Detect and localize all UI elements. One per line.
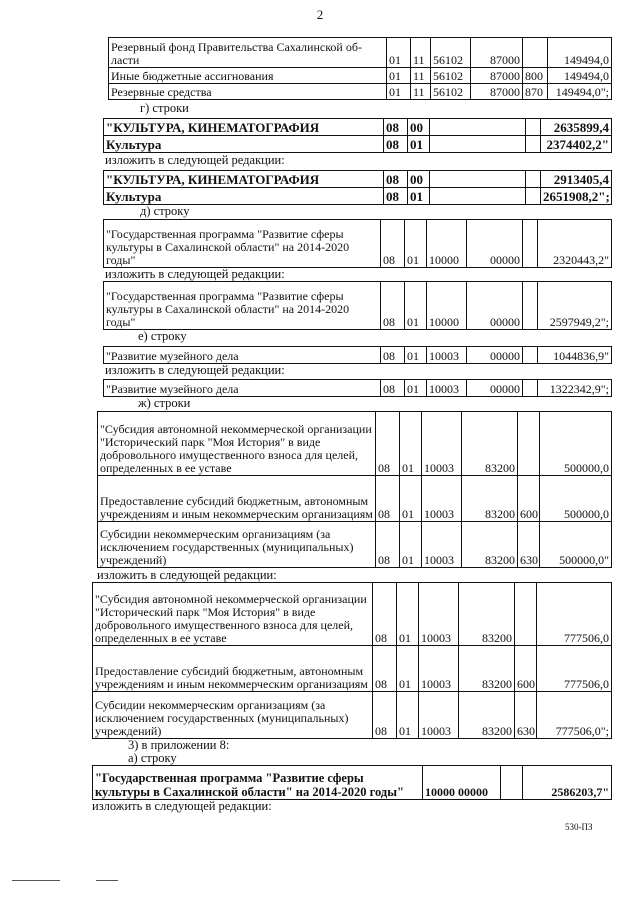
cell-sum: 777506,0: [537, 583, 612, 646]
cell-vr: 800: [523, 68, 548, 84]
table-row: [93, 766, 612, 800]
cell-pr: 01: [400, 412, 422, 476]
cell-cs1: 56102: [431, 84, 471, 100]
row-name: Резервный фонд Правительства Сахалинской об-ласти: [109, 38, 387, 68]
cell-pr: 11: [411, 38, 431, 68]
row-name: "Развитие музейного дела: [104, 380, 381, 397]
cell-cs1: 10003: [419, 646, 459, 692]
cell-rz: 01: [387, 68, 411, 84]
cell-cs1: 10003: [419, 692, 459, 739]
row-name: Резервные средства: [109, 84, 387, 100]
cell-sum: 777506,0: [537, 646, 612, 692]
cell-cs2: 83200: [459, 692, 515, 739]
footer-dash-right: [96, 880, 118, 881]
cell-rz: 08: [384, 171, 408, 188]
cell-cs2: 00000: [467, 347, 523, 364]
row-name: "КУЛЬТУРА, КИНЕМАТОГРАФИЯ: [104, 171, 384, 188]
footer-dash-left: [12, 880, 60, 881]
cell-rz: 01: [387, 38, 411, 68]
row-name: Предоставление субсидий бюджетным, автономным учреждениям и иным некоммерческим организациям: [98, 476, 376, 522]
table-row: [93, 583, 612, 646]
table-row: [104, 188, 612, 205]
label-zh: ж) строки: [138, 396, 191, 410]
label-edit-3: изложить в следующей редакции:: [105, 363, 285, 377]
cell-vr: [526, 136, 541, 153]
table-row: [109, 38, 612, 68]
cell-cs2: 00000: [467, 380, 523, 397]
cell-cs: [430, 136, 526, 153]
cell-sum: 149494,0: [548, 38, 612, 68]
cell-rz: 08: [376, 412, 400, 476]
cell-pr: 01: [400, 522, 422, 568]
row-name: Иные бюджетные ассигнования: [109, 68, 387, 84]
cell-vr: [526, 171, 541, 188]
label-g: г) строки: [140, 101, 189, 115]
label-edit-2: изложить в следующей редакции:: [105, 267, 285, 281]
table-row: [93, 646, 612, 692]
cell-cs2: 87000: [471, 38, 523, 68]
cell-cs1: 10003: [422, 412, 462, 476]
label-edit-4: изложить в следующей редакции:: [97, 568, 277, 582]
cell-cs: 10000 00000: [423, 766, 501, 800]
row-name: Культура: [104, 136, 384, 153]
table-reserve-fund: [108, 37, 612, 100]
cell-vr: [518, 412, 540, 476]
cell-cs1: 10000: [427, 220, 467, 268]
cell-vr: [523, 220, 538, 268]
row-name: "Субсидия автономной некоммерческой организации "Исторический парк "Моя История" в виде добровольного имущественного взноса для целей, определенных в ее уставе: [98, 412, 376, 476]
cell-cs1: 10000: [427, 282, 467, 330]
cell-cs2: 83200: [459, 583, 515, 646]
cell-vr: [523, 347, 538, 364]
table-museum-old: [103, 346, 612, 364]
cell-rz: 08: [376, 522, 400, 568]
cell-rz: 08: [381, 220, 405, 268]
cell-vr: 600: [518, 476, 540, 522]
table-row: [104, 220, 612, 268]
cell-sum: 1044836,9": [538, 347, 612, 364]
row-name: Культура: [104, 188, 384, 205]
cell-cs2: 83200: [462, 476, 518, 522]
cell-cs2: 83200: [462, 522, 518, 568]
cell-vr: 630: [515, 692, 537, 739]
table-app8-program: [92, 765, 612, 800]
row-name: Предоставление субсидий бюджетным, автономным учреждениям и иным некоммерческим организациям: [93, 646, 373, 692]
cell-cs: [430, 119, 526, 136]
cell-sum: 2635899,4: [541, 119, 612, 136]
table-row: [104, 347, 612, 364]
page-number: 2: [316, 7, 324, 22]
cell-cs: [430, 171, 526, 188]
cell-cs: [430, 188, 526, 205]
cell-vr: [523, 38, 548, 68]
cell-sum: 149494,0: [548, 68, 612, 84]
table-row: [104, 282, 612, 330]
cell-sum: 2320443,2": [538, 220, 612, 268]
row-name: Субсидии некоммерческим организациям (за исключением государственных (муниципальных) учреждений): [93, 692, 373, 739]
cell-vr: [526, 188, 541, 205]
table-row: [109, 68, 612, 84]
cell-sum: 2374402,2": [541, 136, 612, 153]
cell-sum: 1322342,9";: [538, 380, 612, 397]
table-museum-new: [103, 379, 612, 397]
cell-rz: 08: [381, 282, 405, 330]
cell-cs2: 83200: [462, 412, 518, 476]
cell-vr: [501, 766, 523, 800]
cell-rz: 08: [384, 188, 408, 205]
cell-sum: 2597949,2";: [538, 282, 612, 330]
table-row: [93, 692, 612, 739]
cell-sum: 2651908,2";: [541, 188, 612, 205]
cell-vr: [523, 282, 538, 330]
cell-cs2: 00000: [467, 282, 523, 330]
table-row: [104, 119, 612, 136]
cell-pr: 01: [405, 220, 427, 268]
table-row: [104, 171, 612, 188]
cell-pr: 01: [405, 282, 427, 330]
cell-pr: 00: [408, 119, 430, 136]
cell-vr: [526, 119, 541, 136]
label-edit-5: изложить в следующей редакции:: [92, 799, 272, 813]
cell-pr: 00: [408, 171, 430, 188]
cell-cs1: 10003: [427, 380, 467, 397]
cell-sum: 500000,0: [540, 476, 612, 522]
table-program-old: [103, 219, 612, 268]
table-row: [104, 380, 612, 397]
label-d: д) строку: [140, 204, 190, 218]
table-subsidies-old: [97, 411, 612, 568]
table-subsidies-new: [92, 582, 612, 739]
cell-rz: 08: [373, 583, 397, 646]
cell-sum: 2913405,4: [541, 171, 612, 188]
row-name: "Субсидия автономной некоммерческой организации "Исторический парк "Моя История" в виде добровольного имущественного взноса для целей, определенных в ее уставе: [93, 583, 373, 646]
table-row: [98, 476, 612, 522]
footer-code: 530-ПЗ: [565, 822, 593, 832]
cell-pr: 01: [405, 380, 427, 397]
table-row: [109, 84, 612, 100]
cell-pr: 11: [411, 84, 431, 100]
cell-cs1: 10003: [422, 476, 462, 522]
cell-rz: 01: [387, 84, 411, 100]
cell-rz: 08: [381, 380, 405, 397]
cell-sum: 500000,0": [540, 522, 612, 568]
row-name: "Развитие музейного дела: [104, 347, 381, 364]
cell-vr: [523, 380, 538, 397]
cell-rz: 08: [384, 136, 408, 153]
cell-cs1: 56102: [431, 38, 471, 68]
cell-rz: 08: [373, 646, 397, 692]
cell-pr: 01: [408, 136, 430, 153]
cell-cs1: 56102: [431, 68, 471, 84]
cell-pr: 01: [397, 692, 419, 739]
cell-cs2: 83200: [459, 646, 515, 692]
row-name: "КУЛЬТУРА, КИНЕМАТОГРАФИЯ: [104, 119, 384, 136]
cell-rz: 08: [373, 692, 397, 739]
row-name: "Государственная программа "Развитие сферы культуры в Сахалинской области" на 2014-2020 годы": [93, 766, 423, 800]
cell-sum: 777506,0";: [537, 692, 612, 739]
cell-vr: 870: [523, 84, 548, 100]
label-e: е) строку: [138, 329, 187, 343]
cell-cs1: 10003: [427, 347, 467, 364]
cell-cs2: 87000: [471, 84, 523, 100]
cell-cs1: 10003: [419, 583, 459, 646]
cell-pr: 01: [397, 646, 419, 692]
label-edit-1: изложить в следующей редакции:: [105, 153, 285, 167]
cell-vr: [515, 583, 537, 646]
cell-cs2: 00000: [467, 220, 523, 268]
cell-pr: 01: [397, 583, 419, 646]
table-row: [98, 412, 612, 476]
cell-rz: 08: [376, 476, 400, 522]
table-program-new: [103, 281, 612, 330]
cell-vr: 600: [515, 646, 537, 692]
cell-sum: 149494,0";: [548, 84, 612, 100]
cell-rz: 08: [384, 119, 408, 136]
table-row: [98, 522, 612, 568]
cell-cs1: 10003: [422, 522, 462, 568]
cell-pr: 01: [400, 476, 422, 522]
cell-rz: 08: [381, 347, 405, 364]
table-culture-old: [103, 118, 612, 153]
cell-sum: 500000,0: [540, 412, 612, 476]
row-name: "Государственная программа "Развитие сферы культуры в Сахалинской области" на 2014-2020 годы": [104, 220, 381, 268]
table-row: [104, 136, 612, 153]
cell-pr: 11: [411, 68, 431, 84]
label-a: а) строку: [128, 751, 177, 765]
cell-vr: 630: [518, 522, 540, 568]
row-name: "Государственная программа "Развитие сферы культуры в Сахалинской области" на 2014-2020 годы": [104, 282, 381, 330]
table-culture-new: [103, 170, 612, 205]
cell-pr: 01: [405, 347, 427, 364]
cell-pr: 01: [408, 188, 430, 205]
row-name: Субсидии некоммерческим организациям (за исключением государственных (муниципальных) учреждений): [98, 522, 376, 568]
label-app8: 3) в приложении 8:: [128, 738, 230, 752]
cell-sum: 2586203,7": [523, 766, 612, 800]
cell-cs2: 87000: [471, 68, 523, 84]
